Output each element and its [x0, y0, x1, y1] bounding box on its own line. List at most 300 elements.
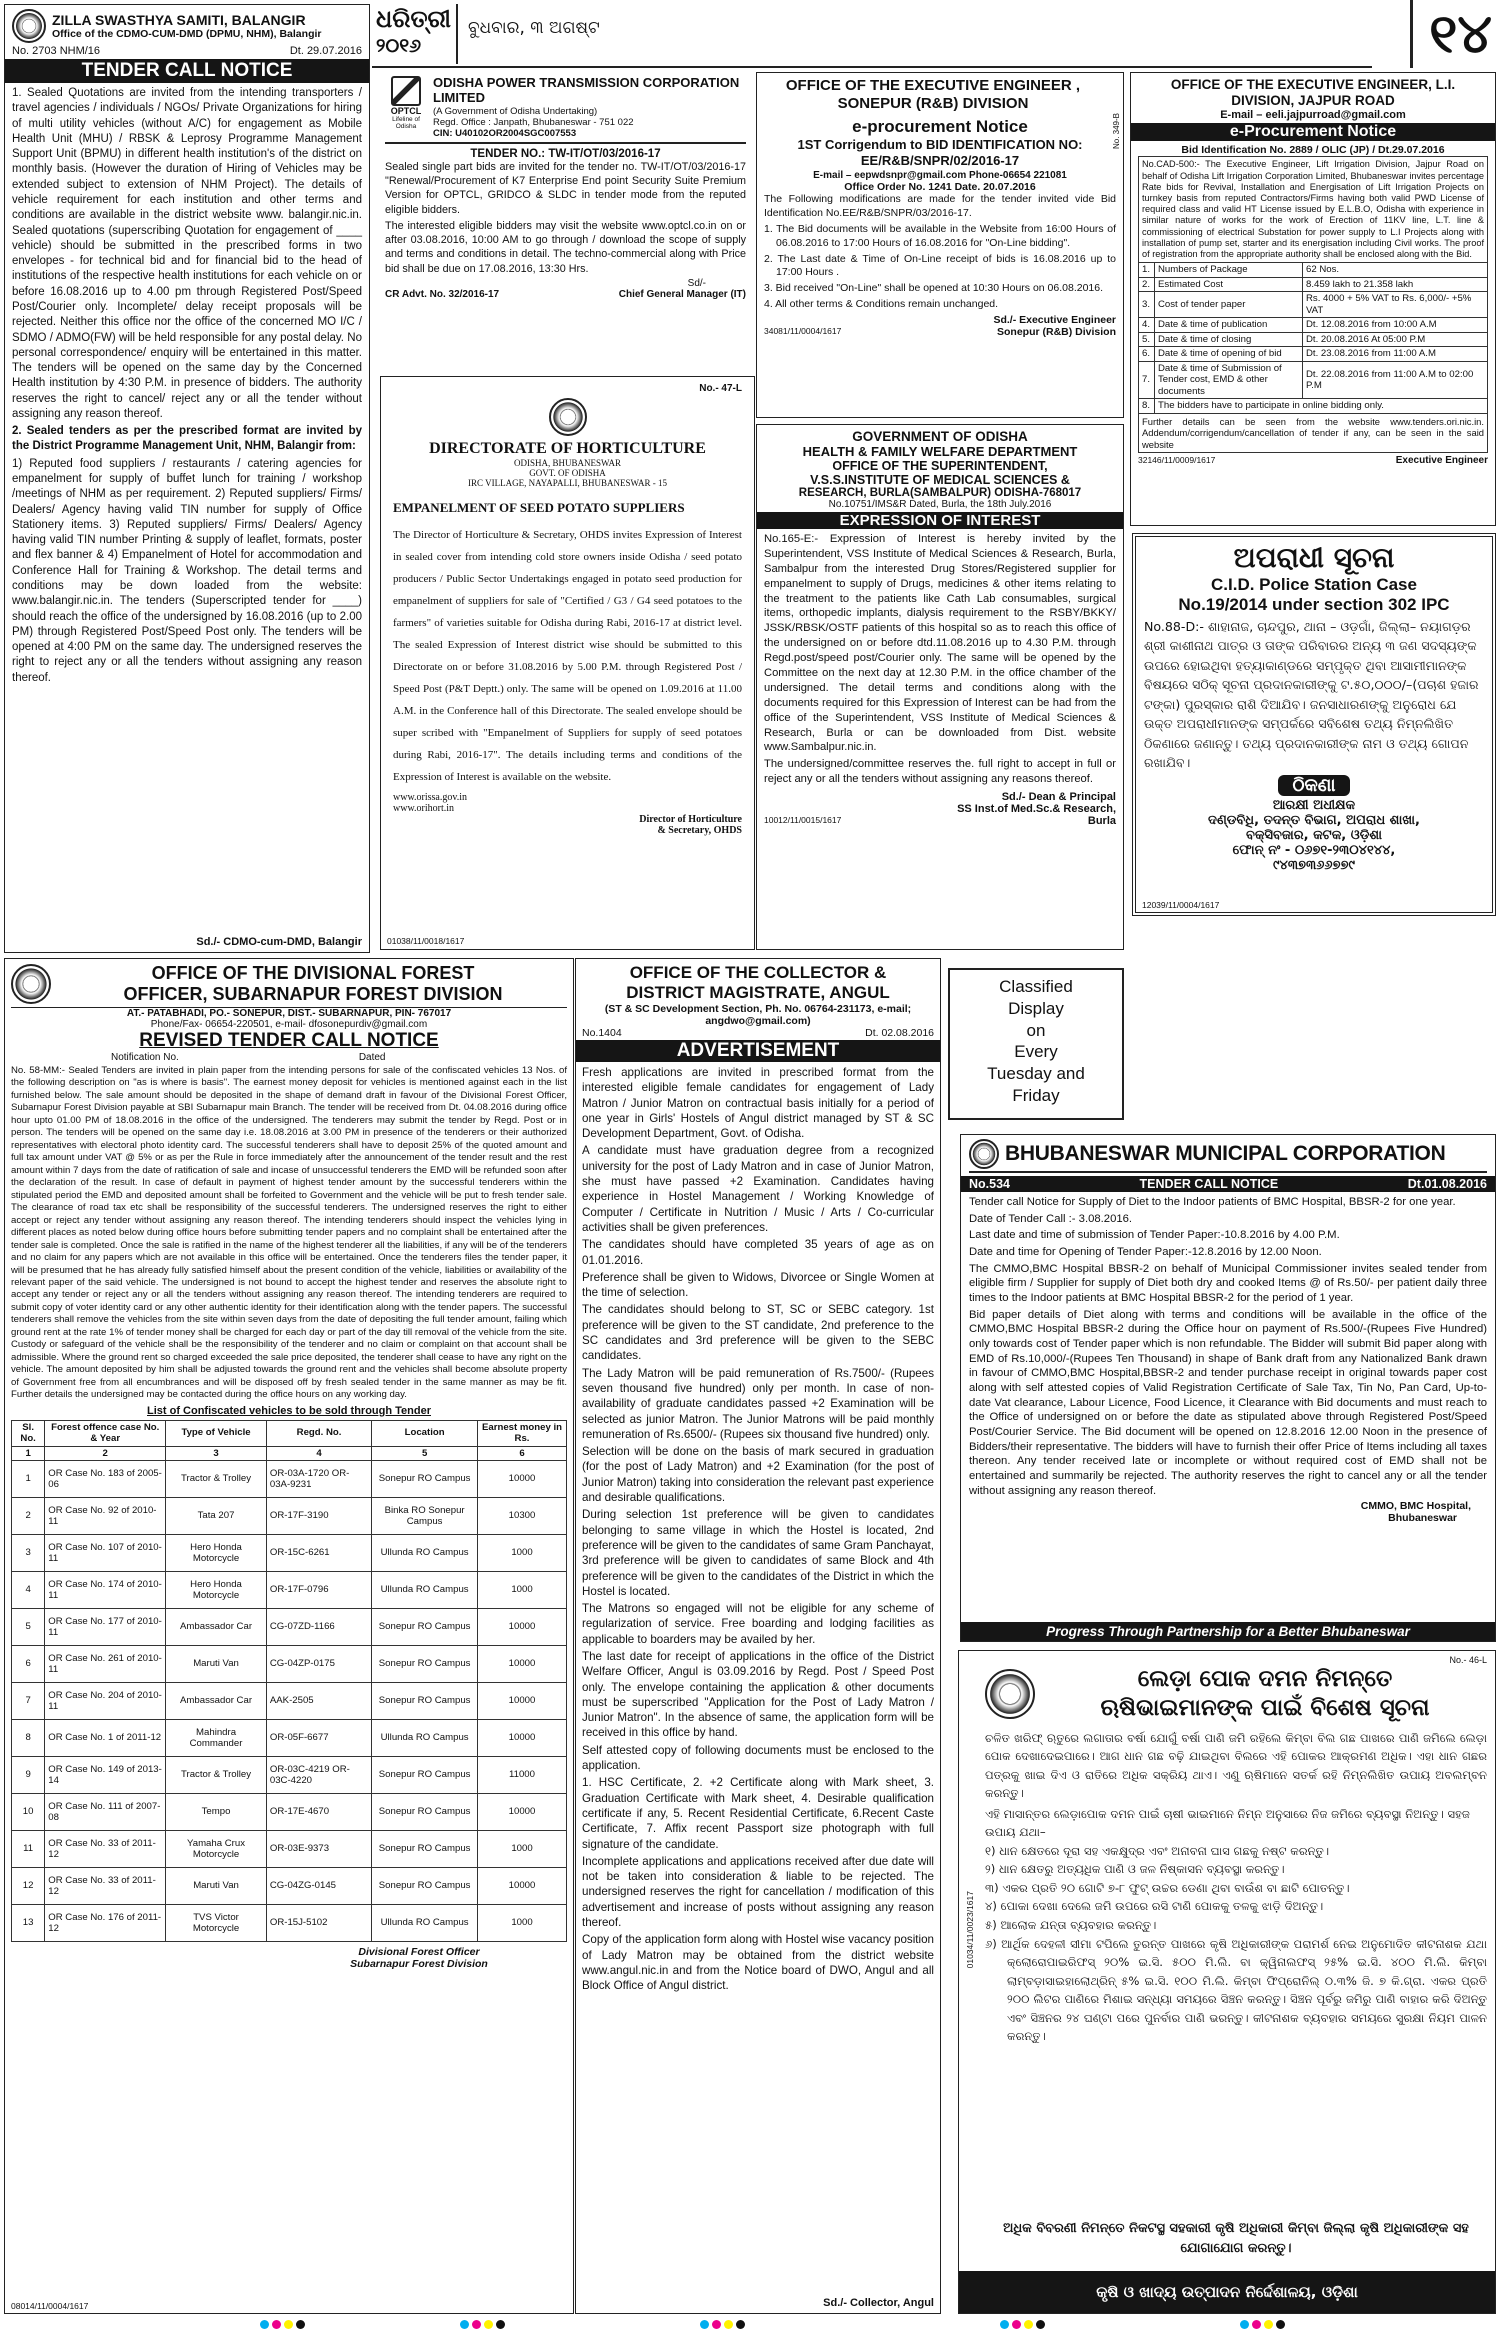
vss-body: No.165-E:- Expression of Interest is hereby invited by the Superintendent, VSS Institute of Medical Sciences & Research, Burla, Sambalpur from the interested Drug Stores/Registered supplier for empanelment to supply of Drugs, medicines & other items relating to the treatment to the patients like Cath Lab consumables, surgical items, orthopedic implants, dialysis requirement to the RSBY/BKKY/ JSSK/RBSK/OSTF patients of this hospital so as to reach this office of the undersigned on or before dtd.11.08.2016 up to 4.30 P.M. through Regd.post/speed post/Courier only. The same will be opened by the Committee on the next day at 12.30 P.M. in the office chamber of the undersigned. The detail terms and conditions along with the documents required for this Expression of Interest can be had from the office of the Superintendent, VSS Institute of Medical Sciences & Research, Burla or can be downloaded from Dist. website www.Sambalpur.nic.in. — [764, 533, 1116, 754]
jajpur-cell-value: Dt. 12.08.2016 from 10:00 A.M — [1303, 318, 1488, 333]
horti-code: 01038/11/0018/1617 — [387, 936, 465, 946]
newspaper-logo — [376, 4, 451, 64]
registration-dot — [472, 2320, 481, 2329]
sonepur-order: Office Order No. 1241 Date. 20.07.2016 — [844, 181, 1036, 194]
horti-sign-1: Director of Horticulture — [639, 814, 742, 825]
horti-sub-3: IRC VILLAGE, NAYAPALLI, BHUBANESWAR - 15 — [468, 478, 667, 488]
angul-paragraph: Selection will be done on the basis of mark secured in graduation (for the post of Lady Matron) and +2 Examination (for the post of Junior Matron) taking into consideration the relevant past experience and desirable qualifications. — [582, 1445, 934, 1505]
jajpur-cell-label: Date & time of publication — [1155, 318, 1303, 333]
jajpur-table — [1138, 262, 1488, 414]
angul-title-1: OFFICE OF THE COLLECTOR & — [629, 963, 887, 982]
jajpur-cell-num: 2. — [1139, 277, 1155, 292]
print-registration-marks — [0, 2318, 1500, 2332]
cid-wanted-notice — [1132, 533, 1496, 916]
sonepur-email: E-mail – eepwdsnpr@gmail.com Phone-06654 221081 — [813, 170, 1067, 182]
forest-table-cell: Sonepur RO Campus — [372, 1794, 478, 1831]
forest-table-cell: 12 — [12, 1868, 45, 1905]
forest-table-cell: 10 — [12, 1794, 45, 1831]
vss-ref: No.10751/IMS&R Dated, Burla, the 18th July.2016 — [828, 499, 1052, 510]
sonepur-item: 4. All other terms & Conditions remain unchanged. — [764, 298, 999, 311]
forest-table-header: Sl. No. — [12, 1420, 45, 1446]
angul-advertisement-ad — [575, 958, 941, 2314]
forest-table-row — [12, 1498, 567, 1535]
forest-tender-ad — [4, 958, 574, 2314]
forest-table-cell: Maruti Van — [166, 1868, 267, 1905]
sonepur-title: OFFICE OF THE EXECUTIVE ENGINEER , SONEPUR (R&B) DIVISION — [785, 77, 1081, 112]
forest-table-cell: 10000 — [478, 1868, 567, 1905]
zss-office: Office of the CDMO-CUM-DMD (DPMU, NHM), Balangir — [52, 28, 322, 40]
jajpur-cell-value: 8.459 lakh to 21.358 lakh — [1303, 277, 1488, 292]
forest-table-cell: 1000 — [478, 1831, 567, 1868]
cid-address-5: ୯୪୩୭୩୬୬୭୭୯ — [1273, 857, 1355, 873]
forest-dated-label: Dated — [358, 1052, 386, 1063]
bmc-tender-ad — [960, 1134, 1496, 1642]
forest-table-cell: OR Case No. 149 of 2013-14 — [45, 1757, 166, 1794]
forest-table-cell: 11000 — [478, 1757, 567, 1794]
jajpur-table-row — [1139, 318, 1488, 333]
forest-table-cell: OR Case No. 33 of 2011-12 — [45, 1868, 166, 1905]
forest-table-cell: 5 — [12, 1609, 45, 1646]
angul-paragraph: Fresh applications are invited in prescribed format from the interested eligible female candidates for engagement of Lady Matron / Junior Matron on contractual basis initially for a period of one year in Girls' Hostels of Angul district managed by ST & SC Development Department, Govt. of Odisha. — [582, 1066, 934, 1141]
ashoka-emblem-icon — [549, 398, 587, 436]
zss-title: ZILLA SWASTHYA SAMITI, BALANGIR — [52, 12, 306, 28]
angul-paragraph: A candidate must have graduation degree from a recognized university for the post of Lady Matron and in case of Junior Matron, she must have passed +2 Examination. Candidates having experience in Hostel Management / Working Knowledge of Computer / Certificate in Nutrition / Music / Arts / Co-curricular activities shall be given preferences. — [582, 1144, 934, 1234]
forest-table-cell: Sonepur RO Campus — [372, 1757, 478, 1794]
registration-dot — [1024, 2320, 1033, 2329]
forest-sign-1: Divisional Forest Officer — [358, 1946, 480, 1959]
forest-table-cell: OR-15J-5102 — [266, 1905, 371, 1942]
forest-table-row — [12, 1868, 567, 1905]
jajpur-cell-num: 5. — [1139, 332, 1155, 347]
sonepur-item: 1. The Bid documents will be available in the Website from 16:00 Hours of 06.08.2016 to 17:00 Hours of 16.08.2016 for "On-Line bidding". — [764, 222, 1116, 249]
forest-table-header: Location — [372, 1420, 478, 1446]
classified-line: Classified — [999, 977, 1073, 996]
angul-band: ADVERTISEMENT — [576, 1040, 940, 1062]
jajpur-cell-label: Date & time of closing — [1155, 332, 1303, 347]
forest-table-colnum: 4 — [266, 1446, 371, 1461]
jajpur-table-row — [1139, 292, 1488, 318]
agri-bottom-note: ଅଧିକ ବିବରଣୀ ନିମନ୍ତେ ନିକଟସ୍ଥ ସହକାରୀ କୃଷି ଅଧିକାରୀ କିମ୍ବା ଜିଲ୍ଲା କୃଷି ଅଧିକାରୀଙ୍କ ସହ ଯୋଗାଯୋଗ କରନ୍ତୁ। — [1003, 2220, 1469, 2256]
sonepur-intro: The Following modifications are made for the tender invited vide Bid Identification No.EE/R&B/SNPR/03/2016-17. — [764, 193, 1116, 220]
registration-dot — [1276, 2320, 1285, 2329]
cid-address-2: ଦଣ୍ଡବିଧି, ତଦନ୍ତ ବିଭାଗ, ଅପରାଧ ଶାଖା, — [1208, 812, 1420, 828]
forest-table-cell: OR-03A-1720 OR-03A-9231 — [266, 1461, 371, 1498]
forest-table-cell: OR-17F-0796 — [266, 1572, 371, 1609]
sonepur-code: 34081/11/0004/1617 — [764, 326, 842, 337]
bmc-date: Dt.01.08.2016 — [1407, 1177, 1487, 1191]
jajpur-cell-value: Dt. 22.08.2016 from 11:00 A.M to 02:00 P.M — [1303, 361, 1488, 399]
sonepur-sign-1: Sd./- Executive Engineer — [993, 314, 1116, 327]
forest-table-cell: 1 — [12, 1461, 45, 1498]
optcl-cin: CIN: U40102OR2004SGC007553 — [433, 127, 577, 139]
forest-table-row — [12, 1720, 567, 1757]
optcl-title: ODISHA POWER TRANSMISSION CORPORATION LIMITED — [433, 75, 740, 105]
forest-table-row — [12, 1794, 567, 1831]
horti-sub-2: GOVT. OF ODISHA — [529, 468, 606, 478]
angul-paragraph: The Lady Matron will be paid remuneration of Rs.7500/- (Rupees seven thousand five hundred) only per month. In case of non-availability of graduate candidates passed +2 Examination will be selected as junior Matron. The Junior Matrons will be paid monthly remuneration of Rs.6500/- (Rupees six thousand five hundred) only. — [582, 1366, 934, 1441]
jajpur-cell-label: Date & time of Submission of Tender cost, EMD & other documents — [1155, 361, 1303, 399]
forest-table-cell: Ambassador Car — [166, 1683, 267, 1720]
forest-title-1: OFFICE OF THE DIVISIONAL FOREST — [151, 963, 475, 983]
forest-table-header: Earnest money in Rs. — [478, 1420, 567, 1446]
forest-table-cell: Sonepur RO Campus — [372, 1609, 478, 1646]
forest-table-row — [12, 1535, 567, 1572]
bmc-title: BHUBANESWAR MUNICIPAL CORPORATION — [1005, 1142, 1446, 1165]
horticulture-eoi-ad — [380, 376, 755, 950]
forest-table-cell: Mahindra Commander — [166, 1720, 267, 1757]
optcl-tender-no: TENDER NO.: TW-IT/OT/03/2016-17 — [470, 147, 661, 160]
jajpur-intro: No.CAD-500:- The Executive Engineer, Lift Irrigation Division, Jajpur Road on behalf of Odisha Lift Irrigation Corporation Limited, Bhubaneswar invites percentage Rate bids for Revival, Installation and Energisation of Lift Irrigation Projects on turnkey basis from reputed Contractors/Firms having both valid PWD License of required class and valid HT License issued by E.L.B.O, Odisha with experience in similar nature of works for the work of Erection of 11KV line, L.T. line & commissioning of electrical Substation for power supply to L.I Projects along with installation of pump set, starter and its energisation including Civil works. The proof of registration from the appropriate authority shall be enclosed along with the Bid. — [1138, 156, 1488, 263]
jajpur-cell-label: Cost of tender paper — [1155, 292, 1303, 318]
jajpur-cell-value: Dt. 20.08.2016 At 05:00 P.M — [1303, 332, 1488, 347]
sonepur-sign-2: Sonepur (R&B) Division — [996, 326, 1116, 339]
optcl-sign: Chief General Manager (IT) — [618, 288, 746, 300]
bmc-paragraph: Tender call Notice for Supply of Diet to the Indoor patients of BMC Hospital, BBSR-2 for one year. — [969, 1196, 1456, 1208]
forest-table-cell: Tata 207 — [166, 1498, 267, 1535]
angul-sub: (ST & SC Development Section, Ph. No. 06764-231173, e-mail; angdwo@gmail.com) — [604, 1003, 912, 1027]
classified-line: Tuesday and — [987, 1064, 1085, 1083]
forest-table-cell: CG-04ZP-0175 — [266, 1646, 371, 1683]
forest-table-cell: Tractor & Trolley — [166, 1757, 267, 1794]
cid-address-band: ଠିକଣା — [1278, 775, 1349, 796]
optcl-sub: (A Government of Odisha Undertaking) — [433, 105, 598, 117]
sonepur-corrigendum: 1ST Corrigendum to BID IDENTIFICATION NO: EE/R&B/SNPR/02/2016-17 — [797, 137, 1083, 168]
forest-table-cell: OR Case No. 174 of 2010-11 — [45, 1572, 166, 1609]
bmc-emblem-icon — [969, 1139, 999, 1169]
optcl-para-2: The interested eligible bidders may visit the website www.optcl.co.in on or after 03.08.2016, 10:00 AM to go through / download the scope of supply and terms and conditions in detail. The techno-commercial along with Price bid shall be due on 17.08.2016, 13:30 Hrs. — [385, 219, 746, 275]
horti-body: The Director of Horticulture & Secretary, OHDS invites Expression of Interest in sealed cover from intending cold store owners inside Odisha / seed potato producers / Public Sector Undertakings engaged in potato seed production for empanelment of suppliers for sale of "Certified / G3 / G4 seed potatoes to the farmers" of varieties suitable for Odisha during Rabi, 2016-17 at district level. The sealed Expression of Interest district wise should be submitted to this Directorate on or before 31.08.2016 by 5.00 P.M. through Registered Post / Speed Post (P&T Deptt.) only. The same will be opened on 1.09.2016 at 11.00 A.M. in the Conference hall of this Directorate. The sealed envelope should be super scribed with "Empanelment of Suppliers for supply of seed potatoes during Rabi, 2016-17". The details including terms and conditions of the Expression of Interest is available on the website. — [393, 529, 742, 783]
issue-date: ବୁଧବାର, ୩ ଅଗଷ୍ଟ — [468, 18, 600, 38]
registration-dot — [496, 2320, 505, 2329]
agri-intro-2: ଏହି ମାସାନ୍ତର ଲେଡ଼ାପୋକ ଦମନ ପାଇଁ ଚାଷୀ ଭାଇମାନେ ନିମ୍ନ ଅନୁସାରେ ନିଜ ଜମିରେ ବ୍ୟବସ୍ଥା ନିଅନ୍ତୁ। ସହଜ ଉପାୟ ଯଥା– — [985, 1806, 1470, 1840]
bmc-tagline: Progress Through Partnership for a Better Bhubaneswar — [961, 1622, 1495, 1641]
forest-table-cell: Sonepur RO Campus — [372, 1683, 478, 1720]
agri-title-2: ଋଷିଭାଇମାନଙ୍କ ପାଇଁ ବିଶେଷ ସୂଚନା — [1100, 1694, 1430, 1721]
agri-footer: କୃଷି ଓ ଖାଦ୍ୟ ଉତ୍ପାଦନ ନିର୍ଦ୍ଦେଶାଳୟ, ଓଡ଼ିଶା — [959, 2271, 1495, 2313]
forest-table-cell: OR Case No. 111 of 2007-08 — [45, 1794, 166, 1831]
angul-paragraph: The candidates should belong to ST, SC or SEBC category. 1st preference will be given to the ST candidate, 2nd preference to the SC candidates and 3rd preference will be given to the SEBC candidates. — [582, 1303, 934, 1363]
logo-name: ଧରିତ୍ରୀ — [376, 5, 451, 33]
forest-table-cell: CG-04ZG-0145 — [266, 1868, 371, 1905]
forest-table-row — [12, 1609, 567, 1646]
bmc-number: No.534 — [969, 1177, 1010, 1191]
forest-table-colnum: 2 — [45, 1446, 166, 1461]
forest-table-cell: 1000 — [478, 1572, 567, 1609]
optcl-logo — [385, 76, 427, 139]
forest-table-colnum: 6 — [478, 1446, 567, 1461]
angul-paragraph: The Matrons so engaged will not be eligible for any scheme of regularization of service. Free boarding and lodging facilities as applicable to boarders may be availed by her. — [582, 1602, 934, 1646]
forest-table-cell: Sonepur RO Campus — [372, 1461, 478, 1498]
angul-sign: Sd./- Collector, Angul — [823, 2297, 934, 2309]
forest-emblem-icon — [11, 964, 51, 1004]
jajpur-code: 32146/11/0009/1617 — [1138, 455, 1216, 466]
forest-table-cell: OR-03C-4219 OR-03C-4220 — [266, 1757, 371, 1794]
angul-paragraph: Incomplete applications and applications received after due date will not be taken into consideration & liable to be rejected. The undersigned reserves the right for cancellation / modification of this advertisement and increase of posts without assigning any reason thereof. — [582, 1854, 934, 1930]
zss-para-2-lead: 2. Sealed tenders as per the prescribed format are invited by the District Programme Management Unit, NHM, Balangir from: — [12, 425, 362, 453]
jajpur-cell-label: The bidders have to participate in online bidding only. — [1155, 399, 1488, 414]
forest-table-row — [12, 1572, 567, 1609]
forest-table-cell: TVS Victor Motorcycle — [166, 1905, 267, 1942]
forest-table-cell: 3 — [12, 1535, 45, 1572]
vss-code: 10012/11/0015/1617 — [764, 815, 842, 826]
forest-table-cell: OR Case No. 176 of 2011-12 — [45, 1905, 166, 1942]
vss-title-3: OFFICE OF THE SUPERINTENDENT, — [832, 459, 1048, 473]
forest-table-cell: 13 — [12, 1905, 45, 1942]
agri-title-1: ଲେଡ଼ା ପୋକ ଦମନ ନିମନ୍ତେ — [1137, 1666, 1393, 1692]
zss-band: TENDER CALL NOTICE — [5, 59, 369, 83]
bmc-paragraph: Date of Tender Call :- 3.08.2016. — [969, 1212, 1133, 1225]
forest-table-cell: 4 — [12, 1572, 45, 1609]
angul-date: Dt. 02.08.2016 — [865, 1027, 934, 1039]
forest-table-cell: Sonepur RO Campus — [372, 1646, 478, 1683]
cid-code: 12039/11/0004/1617 — [1142, 900, 1220, 910]
forest-table-cell: 8 — [12, 1720, 45, 1757]
vss-title-2: HEALTH & FAMILY WELFARE DEPARTMENT — [802, 444, 1078, 459]
forest-table-cell: 10300 — [478, 1498, 567, 1535]
registration-dot — [284, 2320, 293, 2329]
vss-sign-1: Sd./- Dean & Principal — [1001, 791, 1116, 804]
cid-case-2: No.19/2014 under section 302 IPC — [1178, 594, 1450, 614]
forest-table-cell: Ambassador Car — [166, 1609, 267, 1646]
forest-table-cell: Ullunda RO Campus — [372, 1572, 478, 1609]
vss-title-5: RESEARCH, BURLA(SAMBALPUR) ODISHA-768017 — [798, 487, 1082, 499]
forest-table-cell: OR Case No. 1 of 2011-12 — [45, 1720, 166, 1757]
bmc-paragraph: Date and time for Opening of Tender Paper:-12.8.2016 by 12.00 Noon. — [969, 1246, 1322, 1259]
cid-address-4: ଫୋନ୍ ନଂ - ୦୬୭୧-୨୩୦୪୧୪୪, — [1232, 842, 1396, 858]
angul-paragraph: Self attested copy of following documents must be enclosed to the application. — [582, 1743, 934, 1773]
logo-year: ୨୦୧୬ — [376, 35, 422, 57]
registration-dot — [700, 2320, 709, 2329]
bmc-sign-1: CMMO, BMC Hospital, — [1360, 1500, 1471, 1513]
jajpur-cell-value: Rs. 4000 + 5% VAT to Rs. 6,000/- +5% VAT — [1303, 292, 1488, 318]
forest-table-header: Forest offence case No. & Year — [45, 1420, 166, 1446]
angul-paragraph: Copy of the application form along with Hostel wise vacancy position of Lady Matron may be obtained from the district website www.angul.nic.in and from the Notice board of DWO, Angul and all Block Office of Angul district. — [582, 1933, 934, 1993]
bmc-paragraph: The CMMO,BMC Hospital BBSR-2 on behalf of Municipal Commissioner invites sealed tender from eligible firm / Supplier for supply of Diet both dry and cooked Items @ of Rs.50/- per patient daily three times to the Indoor patients at BMC Hospital BBSR-2 for the period of 1 year. — [969, 1262, 1487, 1305]
sonepur-eprocurement-ad — [756, 72, 1124, 418]
forest-table-cell: OR-17E-4670 — [266, 1794, 371, 1831]
forest-table-cell: OR-05F-6677 — [266, 1720, 371, 1757]
jajpur-cell-label: Date & time of opening of bid — [1155, 347, 1303, 362]
registration-dot — [724, 2320, 733, 2329]
jajpur-table-row — [1139, 399, 1488, 414]
forest-table-cell: OR Case No. 92 of 2010-11 — [45, 1498, 166, 1535]
forest-table-cell: Sonepur RO Campus — [372, 1831, 478, 1868]
forest-table-cell: Ullunda RO Campus — [372, 1905, 478, 1942]
angul-number: No.1404 — [582, 1027, 622, 1039]
horti-web-1: www.orissa.gov.in — [393, 792, 467, 803]
forest-table-cell: 9 — [12, 1757, 45, 1794]
forest-notification-label: Notification No. — [111, 1052, 179, 1063]
jajpur-table-row — [1139, 332, 1488, 347]
classified-line: on — [1026, 1020, 1046, 1040]
forest-table-cell: Maruti Van — [166, 1646, 267, 1683]
forest-address: AT.- PATABHADI, PO.- SONEPUR, DIST.- SUBARNAPUR, PIN- 767017 — [11, 1007, 567, 1019]
optcl-regd: Regd. Office : Janpath, Bhubaneswar - 751 022 — [433, 116, 634, 128]
forest-table-cell: 10000 — [478, 1683, 567, 1720]
jajpur-cell-label: Estimated Cost — [1155, 277, 1303, 292]
forest-table-cell: 2 — [12, 1498, 45, 1535]
forest-table-cell: Yamaha Crux Motorcycle — [166, 1831, 267, 1868]
forest-table-colnum: 1 — [12, 1446, 45, 1461]
zss-para-2: 1) Reputed food suppliers / restaurants / catering agencies for empanelment for supply of buffet lunch for training / workshop /meetings of NHM as per requirement. 2) Reputed suppliers/ Firms/ Dealers/ Agency having valid TIN number for supply of Office Stationery items. 3) Reputed suppliers/ Firms/ Dealers/ Agency having valid TIN number Printing & supply of leaflet, formats, poster and flex banner & 4) Empanelment of Hotel for accommodation and Conference Hall for Training & Workshop. The detail terms and conditions may be down loaded from the website: www.balangir.nic.in. The tenders (Superscripted tender for ____) should reach the office of the undersigned by 16.08.2016 (up to 2.00 PM) through Registered Post/Speed Post only. The tenders will be opened at 4:00 PM on the same day. The undersigned reserves the right to reject any or all the tenders without assigning any reason thereof. — [12, 457, 362, 684]
jajpur-table-row — [1139, 347, 1488, 362]
horti-title: DIRECTORATE OF HORTICULTURE — [429, 440, 706, 457]
cid-odia-title: ଅପରାଧୀ ସୂଚନା — [1233, 541, 1395, 574]
vss-title-1: GOVERNMENT OF ODISHA — [852, 429, 1028, 444]
sonepur-band: e-procurement Notice — [852, 117, 1028, 136]
forest-table-row — [12, 1905, 567, 1942]
horti-number: No.- 47-L — [699, 383, 742, 394]
registration-dot — [484, 2320, 493, 2329]
forest-table-cell: 10000 — [478, 1720, 567, 1757]
classified-line: Display — [1008, 998, 1064, 1018]
angul-paragraph: The candidates should have completed 35 years of age as on 01.01.2016. — [582, 1238, 934, 1267]
forest-table-cell: Tempo — [166, 1794, 267, 1831]
classified-text — [956, 976, 1116, 1107]
forest-phone: Phone/Fax- 06654-220501, e-mail- dfosonepurdiv@gmail.com — [150, 1019, 428, 1030]
forest-table-cell: 6 — [12, 1646, 45, 1683]
forest-table-cell: OR Case No. 107 of 2010-11 — [45, 1535, 166, 1572]
forest-table-cell: OR Case No. 33 of 2011-12 — [45, 1831, 166, 1868]
registration-dot — [712, 2320, 721, 2329]
angul-body — [582, 1065, 934, 1994]
bmc-paragraph: Last date and time of submission of Tender Paper:-10.8.2016 by 4.00 P.M. — [969, 1229, 1340, 1242]
agri-intro: ଚଳିତ ଖରିଫ୍ ଋତୁରେ ଲଗାତାର ବର୍ଷା ଯୋଗୁଁ ବର୍ଷା ପାଣି ଜମି ରହିଲେ କିମ୍ବା ବିଲ ଗଛ ପାଖରେ ପାଣି ଜମିଲେ ଲେଡ଼ା ପୋକ ଦେଖାଦେଇପାରେ। ଆଗ ଧାନ ଗଛ ବଢ଼ି ଯାଇଥିବା ବିଲରେ ଏହି ପୋକର ଆକ୍ରମଣ ଅଧିକ। ଏହା ଧାନ ଗଛର ପତ୍ରକୁ ଖାଇ ଦିଏ ଓ ରାତିରେ ଅଧିକ ସକ୍ରିୟ ଥାଏ। ଏଣୁ ଋଷିମାନେ ସତର୍କ ରହି ନିମ୍ନଲିଖିତ ଉପାୟ ଅବଲମ୍ବନ କରନ୍ତୁ। — [985, 1730, 1487, 1801]
cid-case-1: C.I.D. Police Station Case — [1211, 574, 1417, 594]
odisha-emblem-icon — [985, 1669, 1035, 1719]
forest-table-row — [12, 1757, 567, 1794]
optcl-para-1: Sealed single part bids are invited for the tender no. TW-IT/OT/03/2016-17 "Renewal/Procurement of K7 Enterprise End point Security Suite Premium Version for OPTCL, GRIDCO & SLDC in tender mode from the reputed eligible bidders. — [385, 160, 746, 216]
vss-sign-2: SS Inst.of Med.Sc.& Research, — [957, 803, 1116, 816]
forest-table-colnum: 5 — [372, 1446, 478, 1461]
jajpur-cell-num: 4. — [1139, 318, 1155, 333]
agri-measures-list — [985, 1842, 1487, 2046]
forest-table-cell: AAK-2505 — [266, 1683, 371, 1720]
forest-table-row — [12, 1461, 567, 1498]
angul-paragraph: The last date for receipt of applications in the office of the District Welfare Officer, Angul is 03.09.2016 by Regd. Post / Speed Post only. The envelope containing the application & other documents must be superscribed "Application for the Post of Lady Matron / Junior Matron". In the absence of same, the application form will be received in this office by hand. — [582, 1649, 934, 1740]
optcl-logo-text: OPTCL — [390, 106, 422, 116]
registration-dot — [1252, 2320, 1261, 2329]
horti-sign-2: & Secretary, OHDS — [657, 825, 742, 836]
horti-sub-1: ODISHA, BHUBANESWAR — [513, 458, 621, 468]
jajpur-cell-value: Dt. 23.08.2016 from 11:00 A.M — [1303, 347, 1488, 362]
vss-title-4: V.S.S.INSTITUTE OF MEDICAL SCIENCES & — [810, 473, 1070, 487]
angul-title-2: DISTRICT MAGISTRATE, ANGUL — [626, 983, 890, 1002]
jajpur-title: OFFICE OF THE EXECUTIVE ENGINEER, L.I. DIVISION, JAJPUR ROAD — [1170, 77, 1456, 109]
jajpur-further: Further details can be seen from the website www.tenders.ori.nic.in. Addendum/corrigendum/cancellation of tender if any, can be seen in the said website — [1138, 414, 1488, 453]
agri-measure-item: ୧) ଧାନ କ୍ଷେତରେ ଦୂରା ସହ ଏକକ୍ଷୁଦ୍ର ଏବଂ ଅନାବନା ଘାସ ଗଛକୁ ନଷ୍ଟ କରନ୍ତୁ। — [985, 1843, 1330, 1858]
registration-dot — [1012, 2320, 1021, 2329]
forest-table-cell: 10000 — [478, 1609, 567, 1646]
sonepur-item: 3. Bid received "On-Line" shall be opened at 10:30 Hours on 06.08.2016. — [764, 282, 1104, 295]
zss-number: No. 2703 NHM/16 — [12, 45, 101, 57]
jajpur-cell-num: 7. — [1139, 361, 1155, 399]
agri-measure-item: ୨) ଧାନ କ୍ଷେତରୁ ଅତ୍ୟଧିକ ପାଣି ଓ ଜଳ ନିଷ୍କାସନ ବ୍ୟବସ୍ଥା କରନ୍ତୁ। — [985, 1862, 1285, 1877]
forest-band: REVISED TENDER CALL NOTICE — [139, 1030, 439, 1051]
forest-table-cell: Binka RO Sonepur Campus — [372, 1498, 478, 1535]
tower-icon — [391, 76, 421, 106]
jajpur-cell-num: 3. — [1139, 292, 1155, 318]
registration-dot — [460, 2320, 469, 2329]
forest-table-cell: Ullunda RO Campus — [372, 1720, 478, 1757]
forest-title-2: OFFICER, SUBARNAPUR FOREST DIVISION — [123, 984, 503, 1004]
agri-measure-item: ୬) ଆର୍ଥିକ ଦେହଳୀ ସୀମା ଟପିଲେ ତୁରନ୍ତ ପାଖରେ କୃଷି ଅଧିକାରୀଙ୍କ ପରାମର୍ଶ ନେଇ ଅନୁମୋଦିତ କୀଟନାଶକ ଯଥା କ୍ଲୋରୋପାଇରିଫସ୍ ୨୦% ଇ.ସି. ୫୦୦ ମି.ଲି. ବା କ୍ୱିନାଲଫସ୍ ୨୫% ଇ.ସି. ୪୦୦ ମି.ଲି. କିମ୍ବା ଲାମ୍ବଡ଼ାସାଇହାଲୋଥ୍ରିନ୍ ୫% ଇ.ସି. ୧୦୦ ମି.ଲି. କିମ୍ବା ଫିପ୍ରୋନିଲ୍ ୦.୩% ଜି. ୭ କି.ଗ୍ରା. ଏକର ପ୍ରତି ୨୦୦ ଲିଟର ପାଣିରେ ମିଶାଇ ସନ୍ଧ୍ୟା ସମୟରେ ସିଞ୍ଚନ କରନ୍ତୁ। ସିଞ୍ଚନ ପୂର୍ବରୁ ଜମିରୁ ପାଣି ବାହାର କରି ଦିଅନ୍ତୁ ଏବଂ ସିଞ୍ଚନର ୨୪ ଘଣ୍ଟା ପରେ ପୁନର୍ବାର ପାଣି ଭରନ୍ତୁ। କୀଟନାଶକ ବ୍ୟବହାର ସମୟରେ ସୁରକ୍ଷା ନିୟମ ପାଳନ କରନ୍ତୁ। — [985, 1936, 1487, 2044]
angul-paragraph: During selection 1st preference will be given to candidates belonging to same village in which the Hostel is located, 2nd preference will be given to the candidates of same Gram Panchayat, 3rd preference will be given to candidates of same Block and 4th preference will be given to the candidates of the District in which the Hostel is located. — [582, 1508, 934, 1598]
forest-table-cell: OR-17F-3190 — [266, 1498, 371, 1535]
jajpur-cell-num: 6. — [1139, 347, 1155, 362]
agri-measure-item: ୫) ଆଲୋକ ଯନ୍ତା ବ୍ୟବହାର କରନ୍ତୁ। — [985, 1917, 1157, 1932]
optcl-sd: Sd/- — [687, 277, 706, 289]
forest-table-cell: OR Case No. 261 of 2010-11 — [45, 1646, 166, 1683]
vss-body-2: The undersigned/committee reserves the. full right to accept in full or reject any or all the tenders without assigning any reasons thereof. — [764, 758, 1116, 786]
forest-table-cell: OR-03E-9373 — [266, 1831, 371, 1868]
zss-para-1: 1. Sealed Quotations are invited from the intending transporters / travel agencies / individuals / NGOs/ Private Organizations for hiring of multi utility vehicles (without A/C) for engagement as Mobile Health Unit (MHU) / RBSK & Leprosy Programme Management Support Unit (BPMU) in different health institution's of the district on monthly basis. (However the duration of Hiring of Vehicles may be extended subject to extension of NHM Project). The details of vehicle requirement for each institution and other terms and conditions are available in the district website www. balangir.nic.in. Sealed quotations (superscribing Quotation for engagement of ____ vehicle) should be submitted in the prescribed forms in two envelopes - for technical bid and for financial bid to the head of institutions of the respective health institutions for each vehicle on or before 16.08.2016 up to 4.00 pm through Registered Post/Speed Post/Courier only. Incomplete/ delay receipt proposals will be rejected. Neither this office nor the office of the concerned MO I/C / SDMO / ADMO(FW) will be held responsible for any postal delay. No personal correspondence/ enquiry will be entertained in this matter. The tenders will be opened on the same day by the Concerned Health institution by 4:30 P.M. in presence of bidders. The authority reserves the right to cancel/ reject any or all the tender without assigning any reason thereof. — [12, 87, 362, 420]
optcl-logo-sub: Lifeline of Odisha — [392, 116, 420, 130]
registration-dot — [1036, 2320, 1045, 2329]
bmc-paragraph: Bid paper details of Diet along with terms and conditions will be available in the office of the CMMO,BMC Hospital BBSR-2 during the Office hour on payment of Rs.500/-(Rupees Five Hundred) only towards cost of Tender paper which is non refundable. The Bidder will submit Bid paper along with EMD of Rs.10,000/-(Rupees Ten Thousand) in shape of Bank draft from any Nationalized Bank drawn in favour of CMMO,BMC Hospital,BBSR-2 and tender purchase receipt in original towards paper cost along with self attested copies of Valid Registration Certificate of Sale Tax, Tin No, Pan Card, Up-to-date Vat clearance, Labour Licence, Food Licence, it Clearance with Bid documents and must reach to the Office of undersigned on or before the date as stipulated above through Registered Post/Speed Post/Courier Service. The Bid document will be opened on 12.8.2016 12.00 Noon in the presence of Bidders/their representative. The bidders will have to furnish their offer Price of Items including all taxes thereon. Any tender received late or incomplete or without required cost of EMD shall not be entertained and summarily be rejected. The authority reserves the right to cancel any or all the tender without assigning any reason thereof. — [969, 1308, 1487, 1497]
agri-measure-item: ୪) ପୋକା ଦେଖା ଦେଲେ ଜମି ଉପରେ ରସି ଟାଣି ପୋକକୁ ତଳକୁ ଝାଡ଼ି ଦିଅନ୍ତୁ। — [985, 1899, 1324, 1914]
classified-line: Every — [1014, 1042, 1058, 1062]
agri-side-code: 01034/11/0023/1617 — [965, 1891, 975, 1969]
forest-table-header: Regd. No. — [266, 1420, 371, 1446]
agri-measure-item: ୩) ଏକର ପ୍ରତି ୨୦ ଗୋଟି ୭-୮ ଫୁଟ୍ ଉଚ୍ଚର ଡେଣା ଥିବା ବାଉଁଶ ବା ଛାଟି ପୋତନ୍ତୁ। — [985, 1880, 1350, 1895]
forest-table-cell: OR-15C-6261 — [266, 1535, 371, 1572]
registration-dot — [1240, 2320, 1249, 2329]
forest-body: No. 58-MM:- Sealed Tenders are invited in plain paper from the intending persons for sale of the confiscated vehicles 13 Nos. of the following description on "as is where is basis". The earnest money deposit for vehicles is mentioned against each in the list furnished below. The sale amount should be deposited in the shape of demand draft in favour of the Divisional Forest Officer, Subarnapur Forest Division payable at SBI Subarnapur main Branch. The tender will be received from Dt. 04.08.2016 during office hour upto 01.00 PM of 18.08.2016 in the office of the undersigned. The tenderers may submit the tender by Regd. Post or in person. The tenders will be opened on the same day i.e. 18.08.2016 at 3.00 PM in presence of the tenderers or their authorized representatives with electoral photo identity card. The successful tenderers shall have to deposit 25% of the quoted amount and full tax amount under VAT @ 5% or as per the Rule in force immediately after the announcement of the tender result and the rest amount within 7 days from the date of ratification of sale and incase of unsuccessful tenderers the EMD will be refunded soon after the declaration of the result. In case of default in payment of highest tender amount by the successful tenderers within the stipulated period the EMD and deposited amount shall be forfeited to Government and the vehicle will be put to fresh tender sale. The clearance of road tax etc shall be responsibility of the successful tenderers. The undersigned reserves the right to either accept or reject any tender without assigning any reason thereof. The intending tenderers should inspect the vehicles lying in different places as noted below during office hours before submitting tender papers and no complaint shall be entertained after the tender sale is completed. Once the sale is ratified in the name of the highest tenderer all the liabilities, if any will be of the tenderers and no claim for any papers which are not available in this office will be entertained. Once the tenderers files the tender paper, it will be presumed that he has already fully satisfied himself about the present condition of the vehicle, liabilities or availability of the relevant paper of the said vehicle. The undersigned is not bound to accept the highest tender and reserves the absolute right to accept any tender or reject any or all the tenders without assigning any reason thereof. The intending tenderers are required to submit copy of voter identity card or any other authentic identity for their identification along with the tender papers. The successful tenderers shall remove the vehicles from the site within seven days from the date of depositing the full tender amount, failing which ground rent at the rate 1% of tender money shall be charged for each day or part of the day till removal of the vehicle from the site. Custody or safeguard of the vehicle shall be the responsibility of the tenderer and no claim or complaint on that account shall be admissible. Where the ground rent so charged exceeded the sale price deposited, the tenderer shall cease to have any right on the vehicle. The amount deposited by him shall be adjusted towards the ground rent and the vehicles shall become absolute property of Government free from all encumbrances and will be disposed off by fresh sealed tender in the same manner as may be fit. Further details the undersigned may be contacted during the office hours on any working day. — [11, 1065, 567, 1401]
forest-table-row — [12, 1683, 567, 1720]
registration-dot — [260, 2320, 269, 2329]
vss-band: EXPRESSION OF INTEREST — [757, 512, 1123, 529]
jajpur-bid-id: Bid Identification No. 2889 / OLIC (JP) / Dt.29.07.2016 — [1181, 144, 1445, 157]
classified-line: Friday — [1012, 1085, 1060, 1105]
forest-table-cell: 10000 — [478, 1646, 567, 1683]
horti-heading: EMPANELMENT OF SEED POTATO SUPPLIERS — [393, 500, 685, 515]
vss-sign-3: Burla — [1087, 815, 1116, 828]
forest-table-cell: 1000 — [478, 1905, 567, 1942]
zss-date: Dt. 29.07.2016 — [289, 45, 362, 57]
forest-list-title: List of Confiscated vehicles to be sold through Tender — [147, 1404, 431, 1417]
forest-table-cell: 1000 — [478, 1535, 567, 1572]
bmc-body — [969, 1195, 1487, 1498]
forest-table-cell: OR Case No. 177 of 2010-11 — [45, 1609, 166, 1646]
forest-table-cell: Sonepur RO Campus — [372, 1868, 478, 1905]
forest-table-cell: Ullunda RO Campus — [372, 1535, 478, 1572]
jajpur-cell-num: 1. — [1139, 263, 1155, 278]
forest-table-cell: CG-07ZD-1166 — [266, 1609, 371, 1646]
bmc-band: TENDER CALL NOTICE — [1139, 1177, 1279, 1191]
jajpur-cell-num: 8. — [1139, 399, 1155, 414]
forest-table-cell: 11 — [12, 1831, 45, 1868]
jajpur-email: E-mail – eeli.jajpurroad@gmail.com — [1220, 109, 1406, 122]
jajpur-cell-value: 62 Nos. — [1303, 263, 1488, 278]
classified-display-box — [948, 968, 1124, 1120]
jajpur-table-row — [1139, 277, 1488, 292]
jajpur-cell-label: Numbers of Package — [1155, 263, 1303, 278]
agri-number: No.- 46-L — [1449, 1655, 1487, 1665]
agriculture-pest-notice — [958, 1650, 1496, 2314]
jajpur-table-row — [1139, 263, 1488, 278]
cid-address-1: ଆରକ୍ଷୀ ଅଧୀକ୍ଷକ — [1272, 797, 1356, 813]
registration-dot — [1000, 2320, 1009, 2329]
horti-web-2: www.orihort.in — [393, 803, 455, 814]
forest-code: 08014/11/0004/1617 — [11, 2301, 89, 2311]
registration-dot — [736, 2320, 745, 2329]
optcl-tender-ad — [378, 72, 753, 372]
forest-table-cell: Hero Honda Motorcycle — [166, 1535, 267, 1572]
forest-table-cell: OR Case No. 204 of 2010-11 — [45, 1683, 166, 1720]
forest-table-cell: Hero Honda Motorcycle — [166, 1572, 267, 1609]
jajpur-sign: Executive Engineer — [1395, 455, 1488, 467]
